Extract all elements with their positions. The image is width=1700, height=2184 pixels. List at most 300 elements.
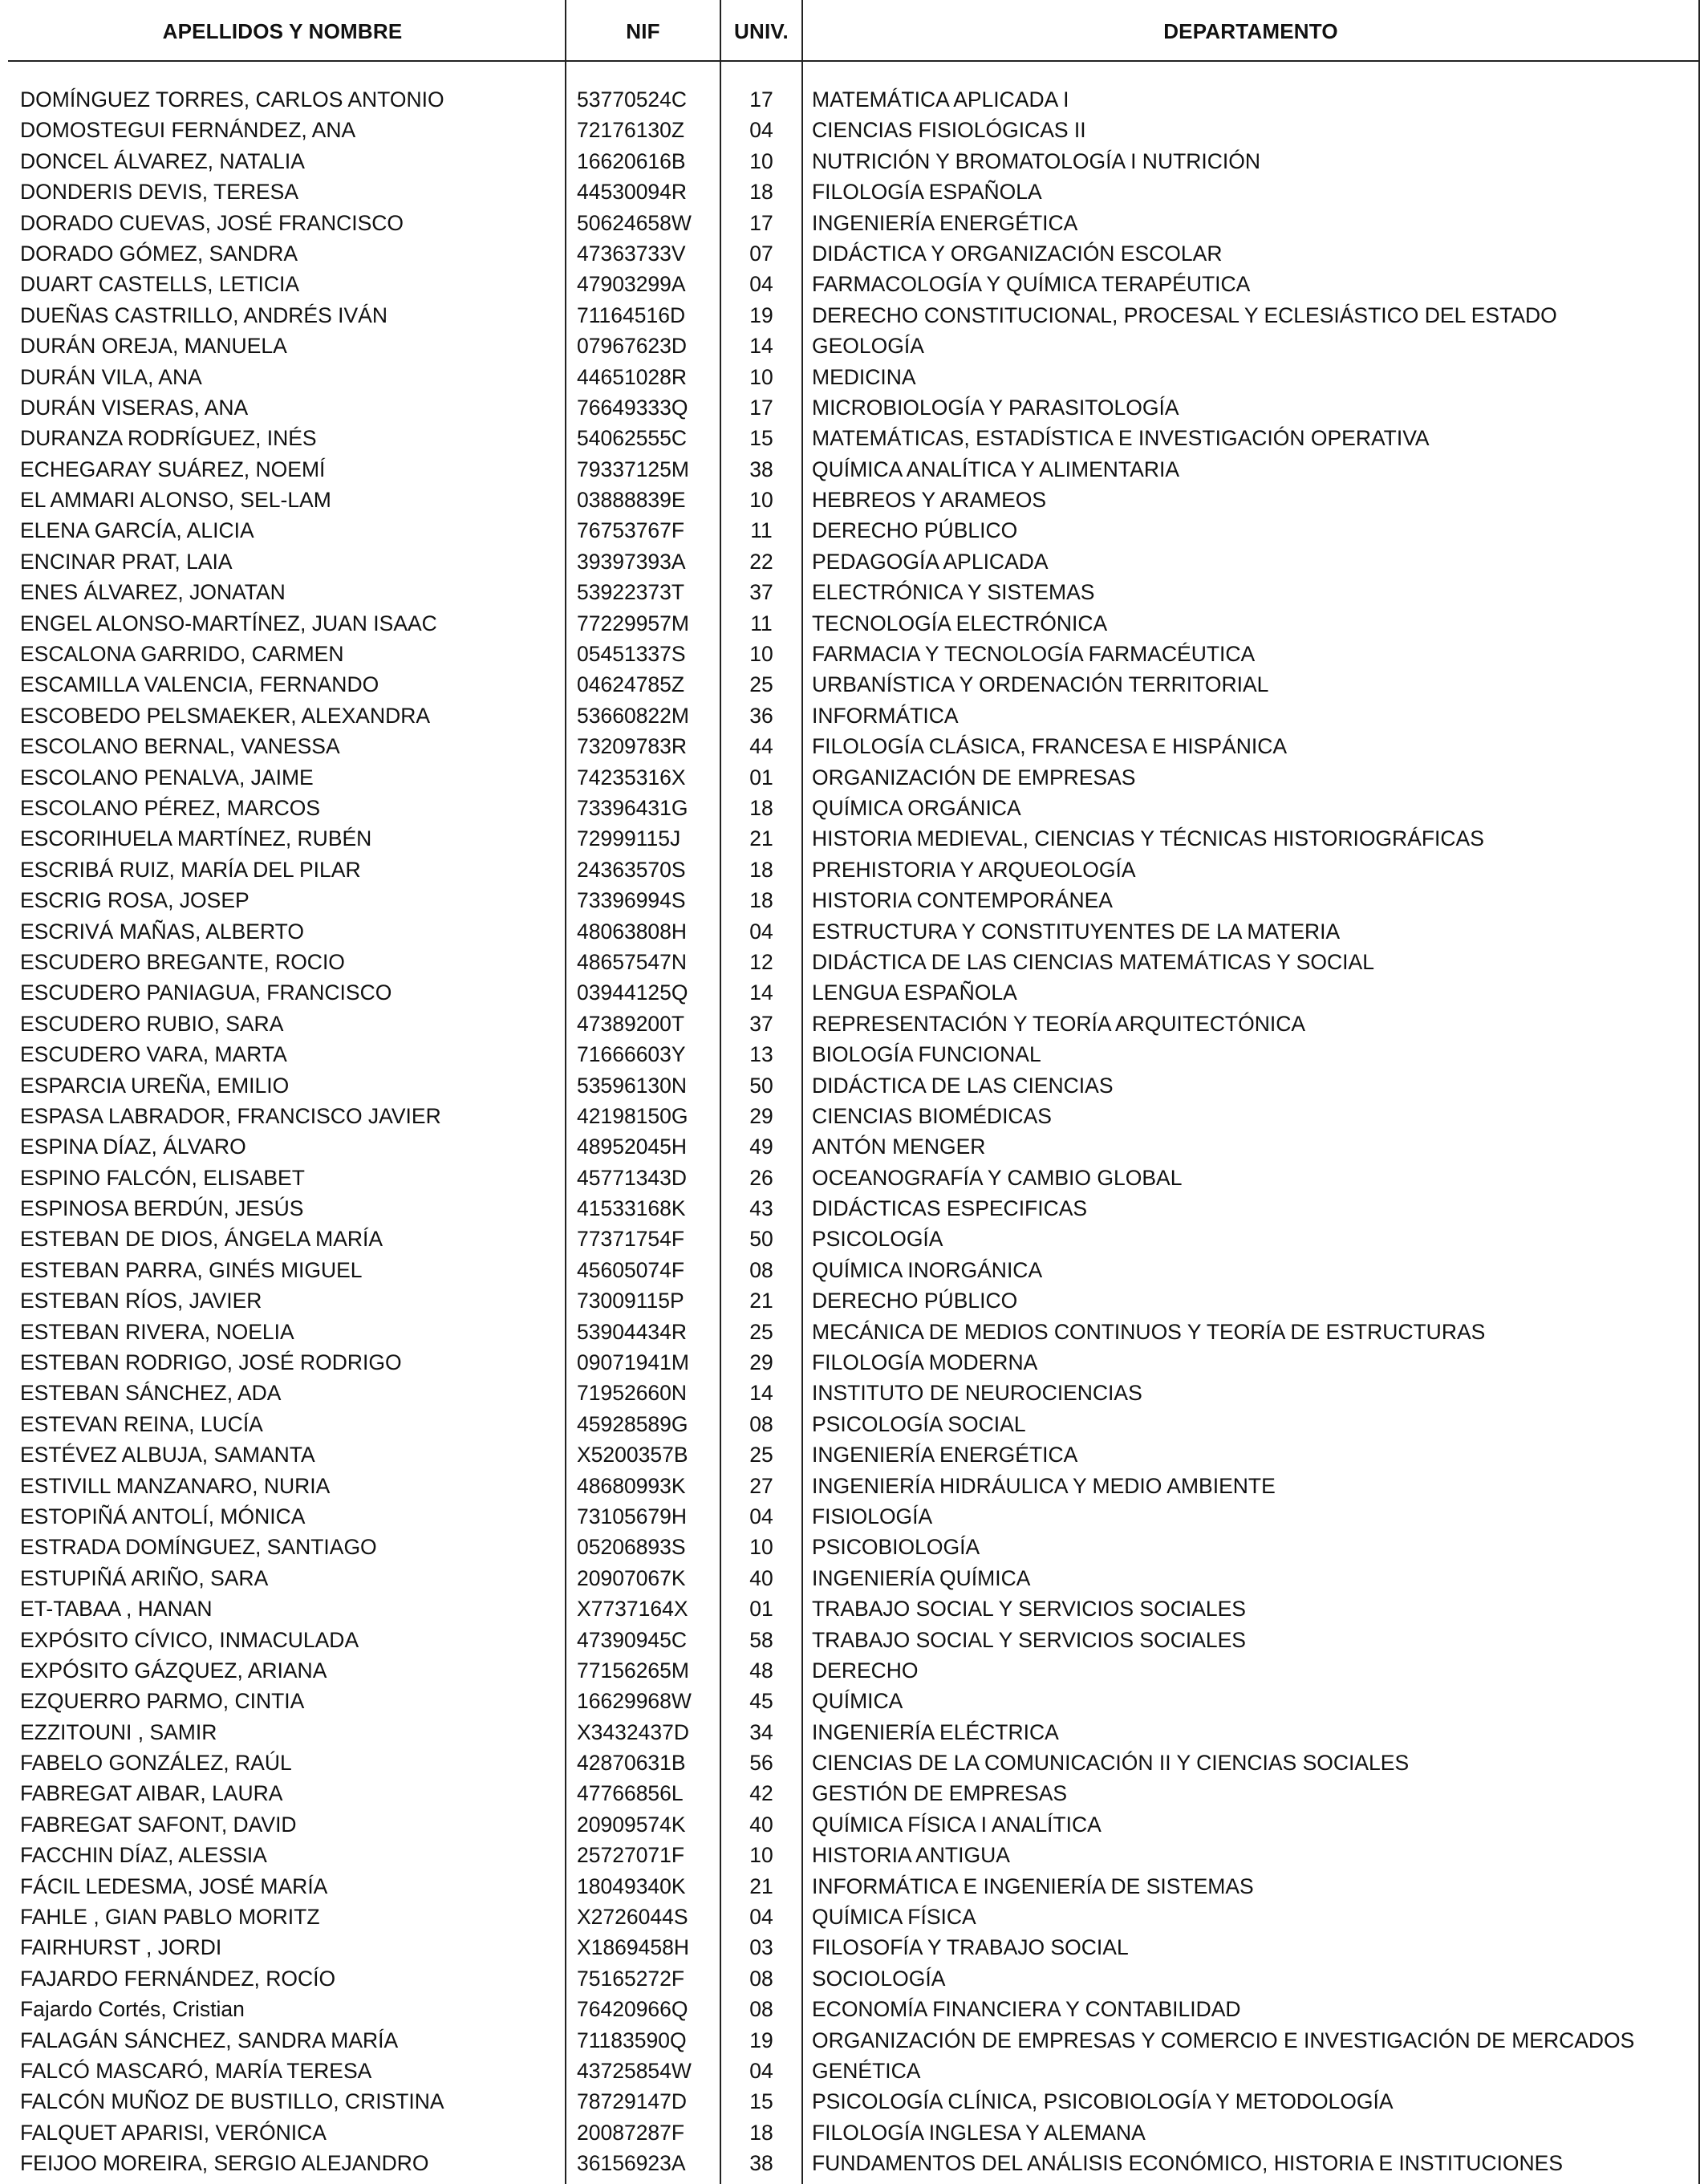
table-row: [0, 300, 1700, 331]
cell-name: DORADO GÓMEZ, SANDRA: [20, 241, 298, 266]
table-row: [0, 392, 1700, 423]
cell-univ: 34: [749, 1719, 773, 1744]
cell-name: DONDERIS DEVIS, TERESA: [20, 180, 299, 205]
cell-nif: 73105679H: [577, 1504, 688, 1528]
cell-name: ESTEBAN RÍOS, JAVIER: [20, 1289, 262, 1313]
table-row: [0, 1902, 1700, 1932]
table-row: [0, 885, 1700, 915]
table-row: [0, 2025, 1700, 2056]
cell-nif: 73009115P: [577, 1289, 684, 1313]
cell-nif: 44530094R: [577, 180, 688, 205]
cell-department: FILOLOGÍA ESPAÑOLA: [812, 180, 1042, 205]
cell-nif: 07967623D: [577, 334, 688, 359]
table-row: [0, 947, 1700, 977]
table-row: [0, 1963, 1700, 1994]
cell-univ: 14: [749, 980, 773, 1005]
table-row: [0, 238, 1700, 269]
cell-name: ESTEVAN REINA, LUCÍA: [20, 1411, 263, 1436]
cell-department: HISTORIA CONTEMPORÁNEA: [812, 888, 1113, 913]
cell-nif: 05451337S: [577, 642, 686, 667]
cell-nif: 25727071F: [577, 1843, 685, 1868]
cell-nif: 77156265M: [577, 1658, 689, 1683]
column-header-name: APELLIDOS Y NOMBRE: [162, 19, 403, 43]
cell-department: NUTRICIÓN Y BROMATOLOGÍA I NUTRICIÓN: [812, 148, 1261, 173]
table-row: [0, 454, 1700, 485]
cell-name: ENES ÁLVAREZ, JONATAN: [20, 580, 286, 605]
table-row: [0, 1193, 1700, 1224]
cell-department: FARMACIA Y TECNOLOGÍA FARMACÉUTICA: [812, 642, 1256, 667]
cell-department: ELECTRÓNICA Y SISTEMAS: [812, 580, 1095, 605]
cell-univ: 08: [749, 1997, 773, 2022]
table-row: [0, 423, 1700, 453]
cell-univ: 07: [749, 241, 773, 266]
cell-department: GESTIÓN DE EMPRESAS: [812, 1781, 1068, 1806]
cell-name: FALCÓN MUÑOZ DE BUSTILLO, CRISTINA: [20, 2089, 444, 2114]
cell-univ: 01: [749, 765, 773, 790]
cell-name: FALQUET APARISI, VERÓNICA: [20, 2120, 327, 2145]
cell-univ: 08: [749, 1257, 773, 1282]
table-row: [0, 977, 1700, 1008]
cell-nif: 53770524C: [577, 87, 688, 112]
cell-nif: X7737164X: [577, 1597, 688, 1622]
cell-nif: 36156923A: [577, 2151, 686, 2176]
cell-univ: 48: [749, 1658, 773, 1683]
cell-department: HEBREOS Y ARAMEOS: [812, 488, 1047, 513]
cell-department: ESTRUCTURA Y CONSTITUYENTES DE LA MATERIA: [812, 919, 1341, 944]
table-row: [0, 2056, 1700, 2086]
cell-nif: 48952045H: [577, 1135, 688, 1159]
table-row: [0, 1285, 1700, 1316]
cell-univ: 08: [749, 1411, 773, 1436]
cell-department: PEDAGOGÍA APLICADA: [812, 549, 1049, 574]
cell-department: FARMACOLOGÍA Y QUÍMICA TERAPÉUTICA: [812, 272, 1251, 297]
table-row: [0, 1686, 1700, 1716]
cell-name: DOMÍNGUEZ TORRES, CARLOS ANTONIO: [20, 87, 444, 112]
cell-univ: 14: [749, 334, 773, 359]
column-header-department: DEPARTAMENTO: [1163, 19, 1338, 43]
cell-nif: 45605074F: [577, 1257, 685, 1282]
cell-department: QUÍMICA INORGÁNICA: [812, 1257, 1043, 1282]
cell-name: ESCORIHUELA MARTÍNEZ, RUBÉN: [20, 826, 372, 851]
header-divider: [8, 60, 1700, 62]
cell-department: QUÍMICA ORGÁNICA: [812, 795, 1021, 820]
cell-department: CIENCIAS DE LA COMUNICACIÓN II Y CIENCIAS SOCIALES: [812, 1751, 1410, 1776]
cell-nif: 42198150G: [577, 1103, 688, 1128]
cell-name: DONCEL ÁLVAREZ, NATALIA: [20, 148, 305, 173]
cell-department: MEDICINA: [812, 364, 916, 389]
cell-name: DURÁN VILA, ANA: [20, 364, 202, 389]
cell-department: BIOLOGÍA FUNCIONAL: [812, 1042, 1041, 1067]
cell-department: DIDÁCTICA DE LAS CIENCIAS MATEMÁTICAS Y SOCIAL: [812, 949, 1374, 974]
table-row: [0, 1224, 1700, 1254]
cell-department: ANTÓN MENGER: [812, 1135, 986, 1159]
cell-nif: 73396994S: [577, 888, 686, 913]
cell-name: ESPASA LABRADOR, FRANCISCO JAVIER: [20, 1103, 441, 1128]
cell-univ: 18: [749, 2120, 773, 2145]
cell-department: ORGANIZACIÓN DE EMPRESAS Y COMERCIO E INVESTIGACIÓN DE MERCADOS: [812, 2028, 1635, 2052]
cell-nif: 75165272F: [577, 1966, 685, 1991]
cell-department: OCEANOGRAFÍA Y CAMBIO GLOBAL: [812, 1165, 1183, 1190]
table-row: [0, 793, 1700, 823]
cell-nif: 73209783R: [577, 734, 688, 759]
cell-department: ORGANIZACIÓN DE EMPRESAS: [812, 765, 1136, 790]
cell-univ: 37: [749, 580, 773, 605]
cell-name: ESCOLANO PÉREZ, MARCOS: [20, 795, 321, 820]
cell-univ: 18: [749, 857, 773, 882]
cell-univ: 49: [749, 1135, 773, 1159]
cell-name: FACCHIN DÍAZ, ALESSIA: [20, 1843, 267, 1868]
cell-department: QUÍMICA FÍSICA: [812, 1905, 976, 1930]
cell-nif: 71666603Y: [577, 1042, 686, 1067]
cell-department: PSICOLOGÍA SOCIAL: [812, 1411, 1026, 1436]
cell-univ: 04: [749, 1504, 773, 1528]
cell-department: FILOSOFÍA Y TRABAJO SOCIAL: [812, 1935, 1129, 1960]
cell-department: GEOLOGÍA: [812, 334, 924, 359]
cell-nif: 20907067K: [577, 1565, 686, 1590]
cell-nif: 73396431G: [577, 795, 688, 820]
table-row: [0, 515, 1700, 546]
cell-nif: 09071941M: [577, 1350, 689, 1375]
cell-nif: 45928589G: [577, 1411, 688, 1436]
cell-name: ESPINOSA BERDÚN, JESÚS: [20, 1196, 304, 1221]
cell-univ: 11: [750, 611, 773, 635]
cell-univ: 17: [749, 395, 773, 420]
cell-name: FÁCIL LEDESMA, JOSÉ MARÍA: [20, 1873, 328, 1898]
cell-univ: 21: [749, 826, 773, 851]
cell-univ: 19: [749, 302, 773, 327]
cell-univ: 25: [749, 1319, 773, 1344]
cell-department: TECNOLOGÍA ELECTRÓNICA: [812, 611, 1108, 635]
cell-univ: 21: [749, 1873, 773, 1898]
cell-nif: 76649333Q: [577, 395, 688, 420]
cell-univ: 13: [749, 1042, 773, 1067]
cell-univ: 01: [749, 1597, 773, 1622]
cell-nif: 47903299A: [577, 272, 686, 297]
cell-univ: 42: [749, 1781, 773, 1806]
cell-univ: 22: [749, 549, 773, 574]
table-row: [0, 177, 1700, 207]
cell-univ: 26: [749, 1165, 773, 1190]
table-row: [0, 208, 1700, 238]
cell-nif: 20909574K: [577, 1812, 686, 1837]
cell-name: FAHLE , GIAN PABLO MORITZ: [20, 1905, 320, 1930]
cell-department: MATEMÁTICAS, ESTADÍSTICA E INVESTIGACIÓN OPERATIVA: [812, 426, 1430, 451]
cell-univ: 04: [749, 1905, 773, 1930]
cell-univ: 58: [749, 1627, 773, 1652]
cell-department: MATEMÁTICA APLICADA I: [812, 87, 1069, 112]
cell-name: ESPINA DÍAZ, ÁLVARO: [20, 1135, 246, 1159]
cell-department: INFORMÁTICA: [812, 703, 959, 728]
table-row: [0, 331, 1700, 361]
cell-name: ESCUDERO RUBIO, SARA: [20, 1011, 284, 1036]
cell-nif: 77229957M: [577, 611, 689, 635]
table-row: [0, 1471, 1700, 1501]
cell-nif: 53660822M: [577, 703, 689, 728]
cell-name: DURÁN VISERAS, ANA: [20, 395, 249, 420]
cell-univ: 04: [749, 919, 773, 944]
cell-nif: 16620616B: [577, 148, 686, 173]
table-row: [0, 1070, 1700, 1101]
cell-department: DERECHO PÚBLICO: [812, 1289, 1018, 1313]
cell-univ: 50: [749, 1227, 773, 1252]
cell-univ: 50: [749, 1073, 773, 1098]
cell-name: FEIJOO MOREIRA, SERGIO ALEJANDRO: [20, 2151, 429, 2176]
cell-univ: 18: [749, 795, 773, 820]
cell-department: PREHISTORIA Y ARQUEOLOGÍA: [812, 857, 1136, 882]
cell-name: ESTUPIÑÁ ARIÑO, SARA: [20, 1565, 269, 1590]
cell-univ: 44: [749, 734, 773, 759]
cell-name: ESCUDERO PANIAGUA, FRANCISCO: [20, 980, 392, 1005]
cell-univ: 08: [749, 1966, 773, 1991]
cell-nif: 03888839E: [577, 488, 686, 513]
cell-department: FUNDAMENTOS DEL ANÁLISIS ECONÓMICO, HISTORIA E INSTITUCIONES: [812, 2151, 1564, 2176]
column-header-univ: UNIV.: [734, 19, 789, 43]
cell-nif: 18049340K: [577, 1873, 686, 1898]
cell-department: DERECHO CONSTITUCIONAL, PROCESAL Y ECLESIÁSTICO DEL ESTADO: [812, 302, 1557, 327]
table-row: [0, 1039, 1700, 1070]
cell-univ: 25: [749, 1443, 773, 1468]
cell-department: DIDÁCTICA DE LAS CIENCIAS: [812, 1073, 1114, 1098]
cell-department: PSICOLOGÍA: [812, 1227, 943, 1252]
cell-nif: X2726044S: [577, 1905, 688, 1930]
cell-department: HISTORIA MEDIEVAL, CIENCIAS Y TÉCNICAS HISTORIOGRÁFICAS: [812, 826, 1484, 851]
cell-name: ESPARCIA UREÑA, EMILIO: [20, 1073, 290, 1098]
cell-name: EL AMMARI ALONSO, SEL-LAM: [20, 488, 331, 513]
table-row: [0, 762, 1700, 793]
table-row: [0, 1625, 1700, 1655]
cell-name: DURANZA RODRÍGUEZ, INÉS: [20, 426, 317, 451]
cell-nif: 42870631B: [577, 1751, 686, 1776]
cell-univ: 15: [749, 426, 773, 451]
cell-name: DURÁN OREJA, MANUELA: [20, 334, 287, 359]
cell-univ: 10: [749, 1843, 773, 1868]
cell-name: ESTEBAN DE DIOS, ÁNGELA MARÍA: [20, 1227, 383, 1252]
cell-univ: 43: [749, 1196, 773, 1221]
table-row: [0, 362, 1700, 392]
cell-name: FAIRHURST , JORDI: [20, 1935, 222, 1960]
cell-name: EZQUERRO PARMO, CINTIA: [20, 1689, 305, 1714]
cell-univ: 45: [749, 1689, 773, 1714]
cell-department: HISTORIA ANTIGUA: [812, 1843, 1010, 1868]
cell-univ: 10: [749, 148, 773, 173]
cell-department: TRABAJO SOCIAL Y SERVICIOS SOCIALES: [812, 1627, 1246, 1652]
table-row: [0, 1009, 1700, 1039]
cell-name: Fajardo Cortés, Cristian: [20, 1997, 245, 2022]
cell-name: DUART CASTELLS, LETICIA: [20, 272, 300, 297]
cell-univ: 10: [749, 1535, 773, 1560]
cell-nif: 53596130N: [577, 1073, 688, 1098]
cell-nif: 71952660N: [577, 1381, 688, 1406]
cell-department: FILOLOGÍA INGLESA Y ALEMANA: [812, 2120, 1146, 2145]
cell-univ: 10: [749, 364, 773, 389]
cell-nif: X5200357B: [577, 1443, 688, 1468]
cell-department: DIDÁCTICA Y ORGANIZACIÓN ESCOLAR: [812, 241, 1223, 266]
cell-nif: 47363733V: [577, 241, 686, 266]
cell-univ: 17: [749, 210, 773, 235]
table-row: [0, 700, 1700, 731]
table-row: [0, 2148, 1700, 2178]
column-header-nif: NIF: [626, 19, 660, 43]
cell-name: ESCUDERO BREGANTE, ROCIO: [20, 949, 345, 974]
cell-name: ESTEBAN PARRA, GINÉS MIGUEL: [20, 1257, 363, 1282]
cell-name: DOMOSTEGUI FERNÁNDEZ, ANA: [20, 118, 356, 143]
cell-department: SOCIOLOGÍA: [812, 1966, 946, 1991]
cell-univ: 36: [749, 703, 773, 728]
cell-name: ESTOPIÑÁ ANTOLÍ, MÓNICA: [20, 1504, 306, 1528]
cell-name: ESCAMILLA VALENCIA, FERNANDO: [20, 672, 379, 697]
table-row: [0, 855, 1700, 885]
table-row: [0, 1809, 1700, 1840]
cell-nif: 48063808H: [577, 919, 688, 944]
table-row: [0, 269, 1700, 299]
cell-department: CIENCIAS FISIOLÓGICAS II: [812, 118, 1086, 143]
cell-name: ELENA GARCÍA, ALICIA: [20, 518, 254, 543]
cell-nif: 04624785Z: [577, 672, 685, 697]
cell-univ: 37: [749, 1011, 773, 1036]
cell-department: DIDÁCTICAS ESPECIFICAS: [812, 1196, 1088, 1221]
cell-univ: 11: [750, 518, 773, 543]
table-row: [0, 639, 1700, 669]
cell-nif: 05206893S: [577, 1535, 686, 1560]
table-row: [0, 115, 1700, 145]
cell-department: TRABAJO SOCIAL Y SERVICIOS SOCIALES: [812, 1597, 1246, 1622]
cell-name: ESTEBAN SÁNCHEZ, ADA: [20, 1381, 282, 1406]
cell-department: URBANÍSTICA Y ORDENACIÓN TERRITORIAL: [812, 672, 1269, 697]
cell-univ: 25: [749, 672, 773, 697]
cell-department: INSTITUTO DE NEUROCIENCIAS: [812, 1381, 1142, 1406]
table-row: [0, 731, 1700, 761]
cell-name: ET-TABAA , HANAN: [20, 1597, 213, 1622]
table-row: [0, 1593, 1700, 1624]
table-row: [0, 146, 1700, 177]
cell-nif: 03944125Q: [577, 980, 688, 1005]
cell-department: INGENIERÍA ELÉCTRICA: [812, 1719, 1059, 1744]
cell-nif: 45771343D: [577, 1165, 688, 1190]
cell-name: ESTRADA DOMÍNGUEZ, SANTIAGO: [20, 1535, 377, 1560]
cell-name: ESTEBAN RODRIGO, JOSÉ RODRIGO: [20, 1350, 402, 1375]
cell-univ: 04: [749, 118, 773, 143]
table-row: [0, 1840, 1700, 1870]
table-row: [0, 1778, 1700, 1808]
cell-nif: 53904434R: [577, 1319, 688, 1344]
table-row: [0, 1255, 1700, 1285]
cell-department: INGENIERÍA QUÍMICA: [812, 1565, 1031, 1590]
cell-nif: X3432437D: [577, 1719, 689, 1744]
cell-name: FABELO GONZÁLEZ, RAÚL: [20, 1751, 292, 1776]
cell-department: INGENIERÍA ENERGÉTICA: [812, 1443, 1078, 1468]
cell-name: ESCRIBÁ RUIZ, MARÍA DEL PILAR: [20, 857, 361, 882]
cell-department: PSICOLOGÍA CLÍNICA, PSICOBIOLOGÍA Y METODOLOGÍA: [812, 2089, 1394, 2114]
cell-department: QUÍMICA: [812, 1689, 903, 1714]
table-body: [0, 84, 1700, 2179]
cell-univ: 04: [749, 2059, 773, 2083]
cell-nif: 54062555C: [577, 426, 688, 451]
cell-univ: 04: [749, 272, 773, 297]
cell-univ: 03: [749, 1935, 773, 1960]
cell-name: ESCOLANO BERNAL, VANESSA: [20, 734, 340, 759]
cell-nif: 47389200T: [577, 1011, 685, 1036]
table-row: [0, 1932, 1700, 1963]
cell-department: INGENIERÍA HIDRÁULICA Y MEDIO AMBIENTE: [812, 1473, 1276, 1498]
cell-name: ESCRIG ROSA, JOSEP: [20, 888, 250, 913]
cell-univ: 38: [749, 457, 773, 481]
cell-name: EXPÓSITO GÁZQUEZ, ARIANA: [20, 1658, 327, 1683]
table-row: [0, 1131, 1700, 1162]
cell-univ: 19: [749, 2028, 773, 2052]
cell-name: DORADO CUEVAS, JOSÉ FRANCISCO: [20, 210, 404, 235]
cell-department: INFORMÁTICA E INGENIERÍA DE SISTEMAS: [812, 1873, 1254, 1898]
cell-nif: 72999115J: [577, 826, 681, 851]
cell-department: CIENCIAS BIOMÉDICAS: [812, 1103, 1052, 1128]
cell-nif: 53922373T: [577, 580, 685, 605]
table-row: [0, 1347, 1700, 1378]
table-row: [0, 2117, 1700, 2148]
cell-department: QUÍMICA FÍSICA I ANALÍTICA: [812, 1812, 1102, 1837]
cell-nif: 47390945C: [577, 1627, 688, 1652]
cell-nif: 41533168K: [577, 1196, 686, 1221]
table-row: [0, 1163, 1700, 1193]
cell-name: FAJARDO FERNÁNDEZ, ROCÍO: [20, 1966, 336, 1991]
cell-nif: 77371754F: [577, 1227, 685, 1252]
table-row: [0, 1994, 1700, 2024]
table-row: [0, 1409, 1700, 1439]
table-row: [0, 1532, 1700, 1562]
cell-univ: 15: [749, 2089, 773, 2114]
cell-univ: 38: [749, 2151, 773, 2176]
cell-univ: 40: [749, 1812, 773, 1837]
cell-nif: 74235316X: [577, 765, 686, 790]
cell-department: MECÁNICA DE MEDIOS CONTINUOS Y TEORÍA DE ESTRUCTURAS: [812, 1319, 1486, 1344]
table-row: [0, 916, 1700, 947]
cell-name: EZZITOUNI , SAMIR: [20, 1719, 217, 1744]
cell-name: ESTEBAN RIVERA, NOELIA: [20, 1319, 294, 1344]
cell-nif: 44651028R: [577, 364, 688, 389]
cell-name: ENCINAR PRAT, LAIA: [20, 549, 233, 574]
cell-nif: 50624658W: [577, 210, 692, 235]
cell-name: ESCOBEDO PELSMAEKER, ALEXANDRA: [20, 703, 431, 728]
table-row: [0, 84, 1700, 115]
table-row: [0, 823, 1700, 854]
cell-nif: 78729147D: [577, 2089, 688, 2114]
table-row: [0, 2086, 1700, 2117]
cell-nif: 48680993K: [577, 1473, 686, 1498]
cell-name: ESTIVILL MANZANARO, NURIA: [20, 1473, 331, 1498]
cell-nif: 76420966Q: [577, 1997, 688, 2022]
cell-nif: 39397393A: [577, 549, 686, 574]
table-row: [0, 485, 1700, 515]
table-row: [0, 1871, 1700, 1902]
cell-univ: 14: [749, 1381, 773, 1406]
cell-univ: 56: [749, 1751, 773, 1776]
table-row: [0, 577, 1700, 607]
table-row: [0, 1101, 1700, 1131]
cell-department: LENGUA ESPAÑOLA: [812, 980, 1017, 1005]
cell-name: ESCOLANO PENALVA, JAIME: [20, 765, 314, 790]
cell-department: ECONOMÍA FINANCIERA Y CONTABILIDAD: [812, 1997, 1241, 2022]
cell-department: FISIOLOGÍA: [812, 1504, 933, 1528]
cell-univ: 12: [749, 949, 773, 974]
cell-department: FILOLOGÍA MODERNA: [812, 1350, 1038, 1375]
cell-department: DERECHO PÚBLICO: [812, 518, 1018, 543]
cell-nif: 71164516D: [577, 302, 686, 327]
cell-univ: 29: [749, 1350, 773, 1375]
table-row: [0, 1501, 1700, 1532]
table-row: [0, 1655, 1700, 1686]
cell-name: ECHEGARAY SUÁREZ, NOEMÍ: [20, 457, 326, 481]
cell-name: FALCÓ MASCARÓ, MARÍA TERESA: [20, 2059, 372, 2083]
cell-name: ESCUDERO VARA, MARTA: [20, 1042, 287, 1067]
cell-univ: 17: [749, 87, 773, 112]
